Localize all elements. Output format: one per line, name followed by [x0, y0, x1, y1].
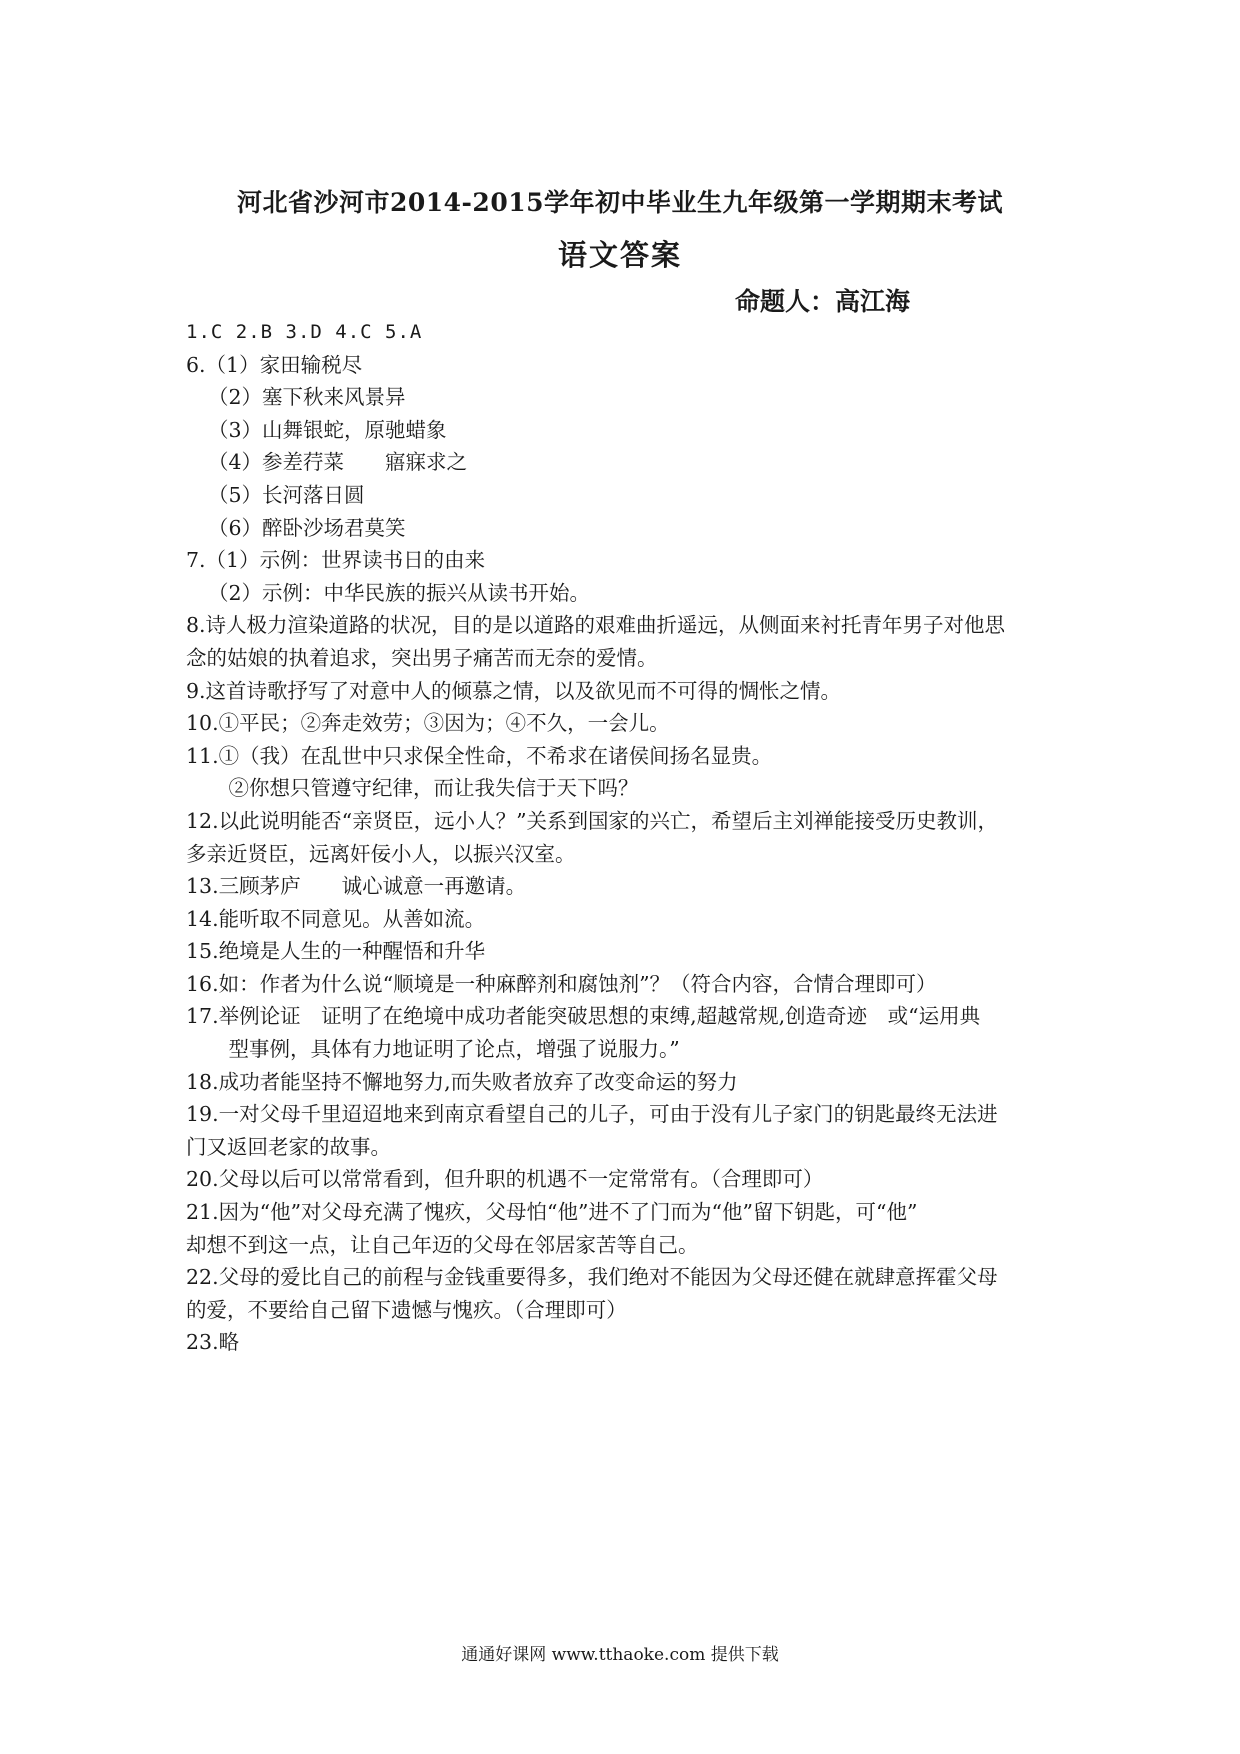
answer-line: （2）示例：中华民族的振兴从读书开始。	[208, 580, 591, 605]
answer-line: 21.因为“他”对父母充满了愧疚，父母怕“他”进不了门而为“他”留下钥匙，可“他”	[186, 1200, 918, 1225]
answer-line: 多亲近贤臣，远离奸佞小人，以振兴汉室。	[186, 841, 576, 866]
answer-line: （5）长河落日圆	[208, 482, 365, 507]
answer-line: 15.绝境是人生的一种醒悟和升华	[186, 939, 486, 964]
answer-line: 22.父母的爱比自己的前程与金钱重要得多，我们绝对不能因为父母还健在就肆意挥霍父母	[186, 1265, 998, 1290]
answer-line: 却想不到这一点，让自己年迈的父母在邻居家苦等自己。	[186, 1232, 699, 1257]
answer-list	[186, 316, 1066, 1359]
answer-line: 8.诗人极力渲染道路的状况，目的是以道路的艰难曲折遥远，从侧面来衬托青年男子对他思	[186, 613, 1006, 638]
answer-line: （3）山舞银蛇，原驰蜡象	[208, 417, 447, 442]
answer-line: 13.三顾茅庐 诚心诚意一再邀请。	[186, 874, 527, 899]
page-footer: 通通好课网 www.tthaoke.com 提供下载	[461, 1645, 779, 1665]
answer-line: （6）醉卧沙场君莫笑	[208, 515, 406, 540]
answer-line: 6.（1）家田输税尽	[186, 352, 363, 377]
document-title: 河北省沙河市2014-2015学年初中毕业生九年级第一学期期末考试	[236, 188, 1004, 217]
answer-line: 7.（1）示例：世界读书日的由来	[186, 548, 486, 573]
answer-line: 型事例，具体有力地证明了论点，增强了说服力。”	[208, 1037, 680, 1062]
document-subtitle: 语文答案	[557, 238, 682, 272]
answer-line: 14.能听取不同意见。从善如流。	[186, 906, 486, 931]
answer-line: 10.①平民；②奔走效劳；③因为；④不久，一会儿。	[186, 711, 670, 736]
answer-line: 门又返回老家的故事。	[186, 1134, 391, 1159]
answer-line: 11.①（我）在乱世中只求保全性命，不希求在诸侯间扬名显贵。	[186, 743, 773, 768]
document-author: 命题人：高江海	[735, 287, 911, 316]
answer-line: （2）塞下秋来风景异	[208, 385, 406, 410]
answer-line: 念的姑娘的执着追求，突出男子痛苦而无奈的爱情。	[186, 645, 658, 670]
answer-line: （4）参差荇菜 寤寐求之	[208, 450, 468, 475]
answer-line: 16.如：作者为什么说“顺境是一种麻醉剂和腐蚀剂”？（符合内容，合情合理即可）	[186, 971, 937, 996]
answer-line: 19.一对父母千里迢迢地来到南京看望自己的儿子，可由于没有儿子家门的钥匙最终无法进	[186, 1102, 998, 1127]
answer-line: ②你想只管遵守纪律，而让我失信于天下吗？	[208, 776, 639, 801]
answer-line: 9.这首诗歌抒写了对意中人的倾慕之情，以及欲见而不可得的惆怅之情。	[186, 678, 842, 703]
answer-line: 23.略	[186, 1330, 240, 1355]
answer-line: 1.C 2.B 3.D 4.C 5.A	[186, 321, 423, 343]
answer-line: 20.父母以后可以常常看到，但升职的机遇不一定常常有。（合理即可）	[186, 1167, 824, 1192]
answer-line: 的爱，不要给自己留下遗憾与愧疚。（合理即可）	[186, 1297, 627, 1322]
answer-line: 18.成功者能坚持不懈地努力,而失败者放弃了改变命运的努力	[186, 1069, 738, 1094]
answer-line: 12.以此说明能否“亲贤臣，远小人？”关系到国家的兴亡，希望后主刘禅能接受历史教训，	[186, 808, 999, 833]
answer-line: 17.举例论证 证明了在绝境中成功者能突破思想的束缚,超越常规,创造奇迹 或“运用典	[186, 1004, 981, 1029]
